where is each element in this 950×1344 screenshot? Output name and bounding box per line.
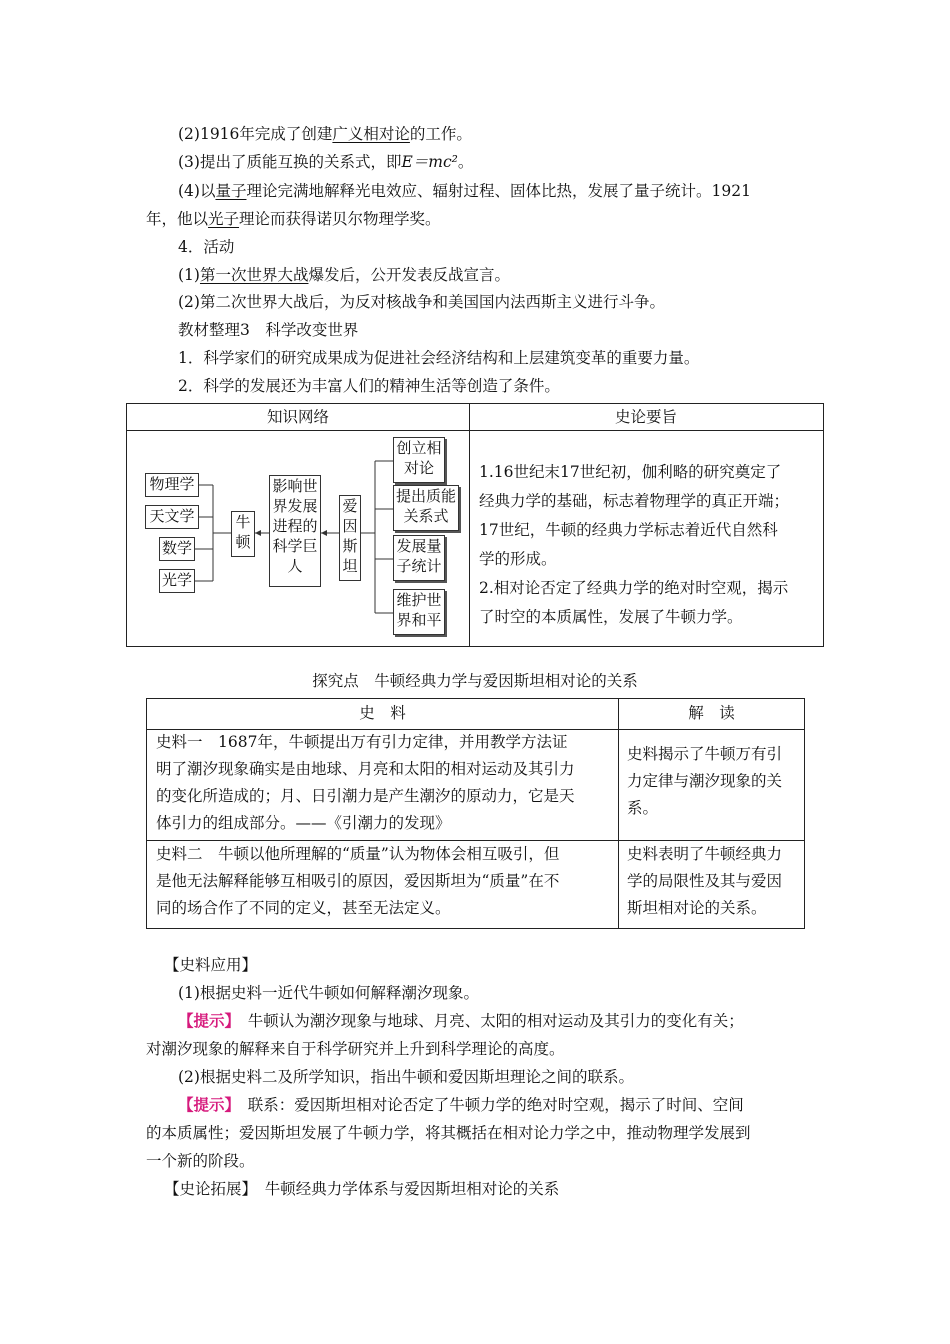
extension-title: 【史论拓展】 <box>164 1180 250 1198</box>
key-points-text <box>479 458 819 632</box>
text-span: (4)以 <box>178 182 216 200</box>
text-line: 4．活动 <box>178 238 235 256</box>
newton-char: 牛 <box>235 513 251 531</box>
source-line: 史料二 牛顿以他所理解的“质量”认为物体会相互吸引，但 <box>156 845 560 863</box>
header-key-points: 史论要旨 <box>469 404 823 431</box>
source-two <box>156 841 616 922</box>
source-line: 明了潮汐现象确实是由地球、月亮和太阳的相对运动及其引力 <box>156 760 575 778</box>
key-point-line: 1.16世纪末17世纪初，伽利略的研究奠定了 <box>479 463 782 481</box>
application-title: 【史料应用】 <box>164 956 258 974</box>
interpretation-line: 斯坦相对论的关系。 <box>627 899 767 917</box>
formula: E＝mc² <box>401 153 458 171</box>
text-span: 年，他以 <box>146 210 209 228</box>
text-line <box>178 265 828 285</box>
subject-optics: 光学 <box>159 569 195 593</box>
interpretation-one <box>627 741 805 822</box>
text-line <box>146 209 826 229</box>
center-line: 影响世 <box>272 477 318 495</box>
hint-label: 【提示】 <box>178 1095 233 1114</box>
achievement-line: 对论 <box>403 459 434 477</box>
einstein-char: 斯 <box>342 537 358 555</box>
underlined-term: 量子 <box>215 182 247 200</box>
center-box <box>269 475 321 587</box>
center-line: 进程的 <box>272 517 318 535</box>
achievement-quantum-statistics <box>393 535 445 581</box>
einstein-char: 坦 <box>342 557 358 575</box>
header-sources: 史 料 <box>359 704 406 722</box>
hint-text: 联系：爱因斯坦相对论否定了牛顿力学的绝对时空观，揭示了时间、空间 <box>232 1096 744 1114</box>
question-one: (1)根据史料一近代牛顿如何解释潮汐现象。 <box>178 984 479 1002</box>
text-line <box>178 152 828 172</box>
interpretation-line: 力定律与潮汐现象的关 <box>627 772 783 790</box>
text-line: 一个新的阶段。 <box>146 1152 255 1170</box>
explore-title: 探究点 牛顿经典力学与爱因斯坦相对论的关系 <box>312 672 638 690</box>
achievement-line: 子统计 <box>396 557 442 575</box>
key-point-line: 2.相对论否定了经典力学的绝对时空观，揭示 <box>479 579 789 597</box>
knowledge-network-diagram <box>127 431 469 646</box>
achievement-mass-energy <box>393 485 459 531</box>
knowledge-table <box>126 403 824 647</box>
text-line: 对潮汐现象的解释来自于科学研究并上升到科学理论的高度。 <box>146 1040 565 1058</box>
source-table <box>146 698 805 929</box>
text-line: (2)第二次世界大战后，为反对核战争和美国国内法西斯主义进行斗争。 <box>178 293 665 311</box>
achievement-relativity <box>393 437 445 483</box>
hint-text: 牛顿认为潮汐现象与地球、月亮、太阳的相对运动及其引力的变化有关； <box>232 1012 744 1030</box>
column-divider <box>469 404 470 646</box>
interpretation-line: 系。 <box>627 799 659 817</box>
section-heading: 教材整理3 科学改变世界 <box>178 321 359 339</box>
subject-mathematics: 数学 <box>159 537 195 561</box>
text-span: (1) <box>178 266 200 284</box>
achievement-line: 界和平 <box>396 611 442 629</box>
source-line: 是他无法解释能够互相吸引的原因，爱因斯坦为“质量”在不 <box>156 872 560 890</box>
text-span: 。 <box>457 153 474 171</box>
extension-text: 牛顿经典力学体系与爱因斯坦相对论的关系 <box>249 1180 560 1198</box>
text-span: 的工作。 <box>409 125 472 143</box>
source-line: 史料一 1687年，牛顿提出万有引力定律，并用教学方法证 <box>156 733 568 751</box>
einstein-char: 爱 <box>342 497 358 515</box>
text-span: 理论而获得诺贝尔物理学奖。 <box>239 210 441 228</box>
text-span: (3)提出了质能互换的关系式，即 <box>178 153 402 171</box>
interpretation-two <box>627 841 805 922</box>
text-line: 2．科学的发展还为丰富人们的精神生活等创造了条件。 <box>178 377 560 395</box>
text-line: 的本质属性；爱因斯坦发展了牛顿力学，将其概括在相对论力学之中，推动物理学发展到 <box>146 1124 751 1142</box>
source-line: 同的场合作了不同的定义，甚至无法定义。 <box>156 899 451 917</box>
center-line: 科学巨 <box>272 537 318 555</box>
center-line: 人 <box>287 557 303 575</box>
center-line: 界发展 <box>272 497 318 515</box>
column-divider <box>618 699 619 928</box>
hint-label: 【提示】 <box>178 1011 233 1030</box>
interpretation-line: 史料表明了牛顿经典力 <box>627 845 783 863</box>
achievement-line: 关系式 <box>403 507 449 525</box>
extension-heading <box>164 1179 824 1199</box>
interpretation-line: 学的局限性及其与爱因 <box>627 872 783 890</box>
achievement-world-peace <box>393 589 445 635</box>
hint-two <box>178 1095 828 1115</box>
achievement-line: 创立相 <box>396 439 442 457</box>
einstein-char: 因 <box>342 517 358 535</box>
key-point-line: 了时空的本质属性，发展了牛顿力学。 <box>479 608 743 626</box>
key-point-line: 17世纪，牛顿的经典力学标志着近代自然科 <box>479 521 778 539</box>
underlined-term: 光子 <box>208 210 240 228</box>
question-two: (2)根据史料二及所学知识，指出牛顿和爱因斯坦理论之间的联系。 <box>178 1068 634 1086</box>
subject-physics: 物理学 <box>145 473 199 497</box>
achievement-line: 提出质能 <box>395 487 456 505</box>
text-line: 1．科学家们的研究成果成为促进社会经济结构和上层建筑变革的重要力量。 <box>178 349 700 367</box>
text-span: 理论完满地解释光电效应、辐射过程、固体比热，发展了量子统计。1921 <box>246 182 751 200</box>
achievement-line: 维护世 <box>396 591 442 609</box>
text-line <box>178 124 828 144</box>
source-line: 的变化所造成的；月、日引潮力是产生潮汐的原动力，它是天 <box>156 787 575 805</box>
key-point-line: 经典力学的基础，标志着物理学的真正开端； <box>479 492 790 510</box>
text-line <box>178 181 828 201</box>
underlined-term: 第一次世界大战 <box>199 266 309 284</box>
header-interpretation: 解 读 <box>688 704 735 722</box>
hint-one <box>178 1011 828 1031</box>
source-line: 体引力的组成部分。——《引潮力的发现》 <box>156 814 451 832</box>
newton-char: 顿 <box>235 533 251 551</box>
subject-astronomy: 天文学 <box>145 505 199 529</box>
newton-box <box>231 511 255 557</box>
source-one <box>156 729 616 837</box>
einstein-box <box>339 495 361 581</box>
text-span: 爆发后，公开发表反战宣言。 <box>308 266 510 284</box>
text-span: (2)1916年完成了创建 <box>178 125 333 143</box>
interpretation-line: 史料揭示了牛顿万有引 <box>627 745 783 763</box>
header-knowledge-network: 知识网络 <box>127 404 469 431</box>
key-point-line: 学的形成。 <box>479 550 557 568</box>
achievement-line: 发展量 <box>396 537 442 555</box>
underlined-term: 广义相对论 <box>332 125 410 143</box>
